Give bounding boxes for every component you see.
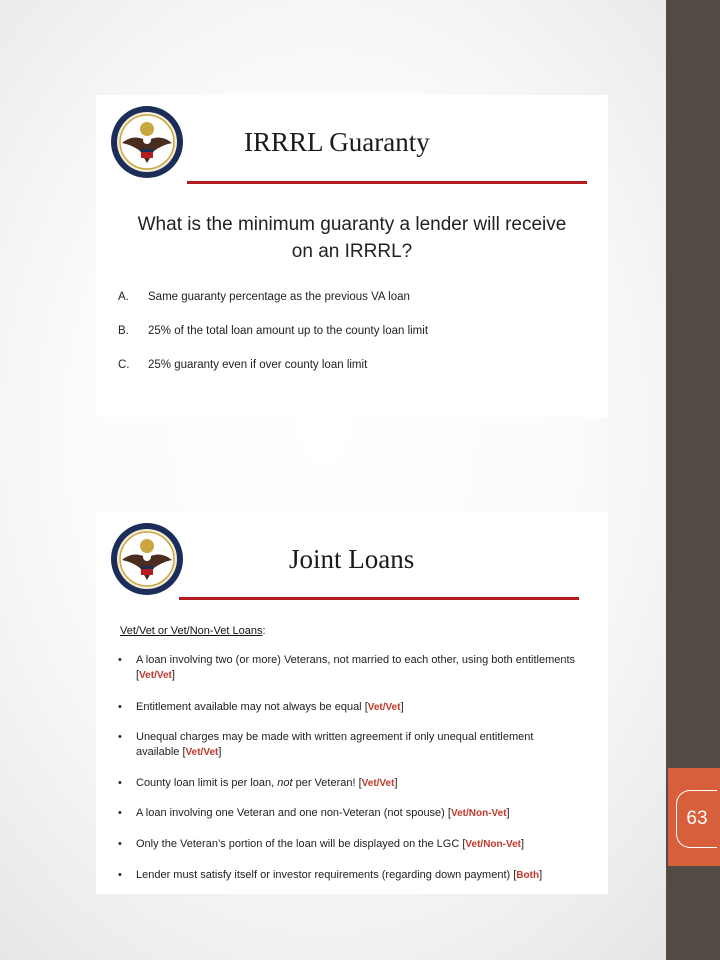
bullet-body: Entitlement available may not always be equal bbox=[136, 701, 365, 713]
slide-title: Joint Loans bbox=[289, 544, 415, 574]
bullet-text: Lender must satisfy itself or investor requirements (regarding down payment) [Both] bbox=[136, 869, 543, 881]
bullet-tag: Vet/Vet bbox=[185, 747, 219, 758]
bullet-body: A loan involving one Veteran and one non-Veteran (not spouse) bbox=[136, 807, 448, 819]
section-heading bbox=[120, 625, 266, 637]
bullet-dot: • bbox=[118, 777, 122, 789]
bullet-text: Entitlement available may not always be equal [Vet/Vet] bbox=[136, 701, 404, 713]
bullet-body: Only the Veteran’s portion of the loan will be displayed on the LGC bbox=[136, 838, 463, 850]
title-divider bbox=[179, 597, 579, 600]
bullet-text: A loan involving two (or more) Veterans, not married to each other, using both entitlements [Vet/Vet] bbox=[136, 654, 576, 681]
bullet-dot: • bbox=[118, 807, 122, 819]
slide-joint-loans bbox=[96, 512, 608, 894]
bullet-text: County loan limit is per loan, not per Veteran! [Vet/Vet] bbox=[136, 777, 398, 789]
bullet-body: Lender must satisfy itself or investor requirements (regarding down payment) bbox=[136, 869, 514, 881]
bullet-body-end: per Veteran! bbox=[292, 777, 359, 789]
va-seal-icon bbox=[110, 522, 184, 596]
bullet-dot: • bbox=[118, 701, 122, 713]
bullet-emphasis: not bbox=[277, 777, 293, 789]
option-letter: A. bbox=[118, 291, 129, 303]
bullet-dot: • bbox=[118, 654, 122, 666]
bullet-tag: Vet/Non-Vet bbox=[450, 808, 507, 819]
bullet-body: Unequal charges may be made with written agreement if only unequal entitlement available bbox=[136, 731, 534, 758]
page-number: 63 bbox=[676, 790, 717, 848]
bullet-text: A loan involving one Veteran and one non-Veteran (not spouse) [Vet/Non-Vet] bbox=[136, 807, 510, 819]
va-seal-icon bbox=[110, 105, 184, 179]
option-letter: C. bbox=[118, 359, 130, 371]
bullet-tag: Vet/Vet bbox=[139, 670, 172, 681]
option-text: 25% of the total loan amount up to the county loan limit bbox=[148, 325, 429, 337]
bullet-text: Only the Veteran’s portion of the loan will be displayed on the LGC [Vet/Non-Vet] bbox=[136, 838, 525, 850]
slide-irrrl-guaranty bbox=[96, 95, 608, 417]
title-divider bbox=[187, 181, 587, 184]
bullet-dot: • bbox=[118, 731, 122, 743]
section-heading-text: Vet/Vet or Vet/Non-Vet Loans bbox=[120, 625, 263, 637]
bullet-tag: Vet/Non-Vet bbox=[465, 839, 521, 850]
option-letter: B. bbox=[118, 325, 129, 337]
option-text: Same guaranty percentage as the previous VA loan bbox=[148, 291, 410, 303]
bullet-tag: Vet/Vet bbox=[361, 778, 395, 789]
bullet-body-start: County loan limit is per loan, bbox=[136, 777, 278, 789]
question-text: What is the minimum guaranty a lender will receive on an IRRRL? bbox=[137, 214, 567, 262]
section-heading-suffix: : bbox=[262, 625, 266, 637]
bullet-tag: Both bbox=[516, 870, 540, 881]
slide-title: IRRRL Guaranty bbox=[244, 127, 430, 157]
bullet-tag: Vet/Vet bbox=[367, 702, 401, 713]
bullet-text: Unequal charges may be made with written agreement if only unequal entitlement available [Vet/Vet] bbox=[136, 731, 534, 758]
option-text: 25% guaranty even if over county loan limit bbox=[148, 359, 368, 371]
bullet-dot: • bbox=[118, 838, 122, 850]
bullet-dot: • bbox=[118, 869, 122, 881]
bullet-body: A loan involving two (or more) Veterans, not married to each other, using both entitlements bbox=[136, 654, 576, 666]
